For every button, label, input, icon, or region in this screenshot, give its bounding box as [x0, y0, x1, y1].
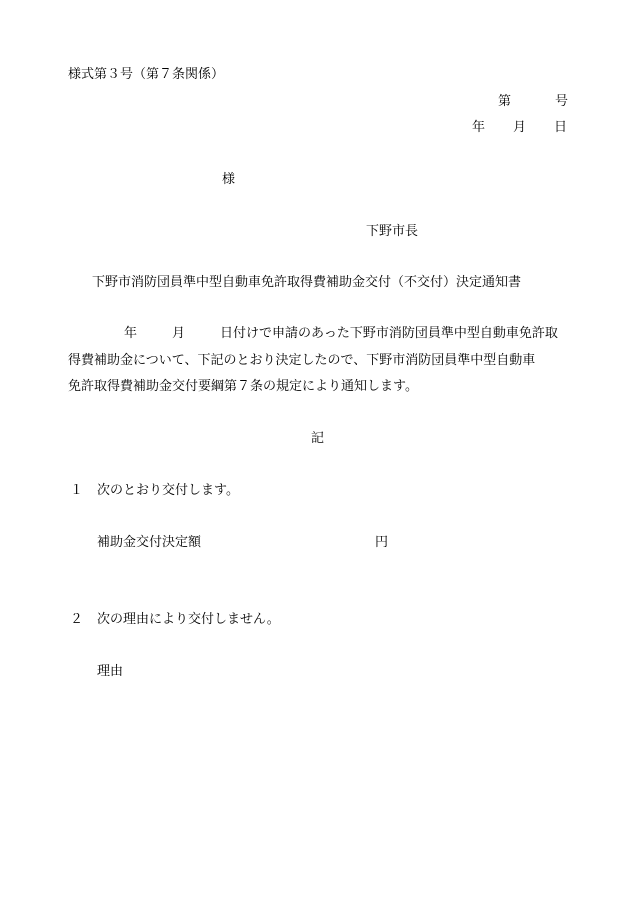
body-line-1-text: 日付けで申請のあった下野市消防団員準中型自動車免許取: [220, 326, 558, 341]
grant-amount-label: 補助金交付決定額: [97, 535, 202, 550]
date-month: 月: [513, 120, 527, 135]
document-number-suffix: 号: [555, 94, 569, 109]
body-month: 月: [172, 326, 186, 341]
addressee-honorific: 様: [222, 172, 236, 187]
document-number: [498, 95, 568, 108]
item-1-number: １: [70, 483, 84, 498]
item-2: [70, 613, 280, 626]
date-day: 日: [554, 120, 568, 135]
body-line-3: 免許取得費補助金交付要綱第７条の規定により通知します。: [68, 379, 418, 394]
reason-label: 理由: [97, 664, 124, 679]
ki-heading: 記: [311, 431, 325, 446]
body-line-1: [124, 327, 558, 340]
item-1: [70, 484, 239, 497]
item-2-text: 次の理由により交付しません。: [97, 612, 280, 627]
issue-date: [472, 121, 567, 134]
document-title: 下野市消防団員準中型自動車免許取得費補助金交付（不交付）決定通知書: [92, 275, 522, 290]
body-line-2: 得費補助金について、下記のとおり決定したので、下野市消防団員準中型自動車: [68, 353, 536, 368]
body-year: 年: [124, 326, 138, 341]
document-number-prefix: 第: [498, 94, 512, 109]
form-number: 様式第３号（第７条関係）: [68, 67, 225, 82]
item-1-text: 次のとおり交付します。: [97, 483, 239, 498]
issuer-name: 下野市長: [366, 224, 419, 239]
grant-amount-unit: 円: [375, 535, 389, 550]
date-year: 年: [472, 120, 486, 135]
item-2-number: ２: [70, 612, 84, 627]
